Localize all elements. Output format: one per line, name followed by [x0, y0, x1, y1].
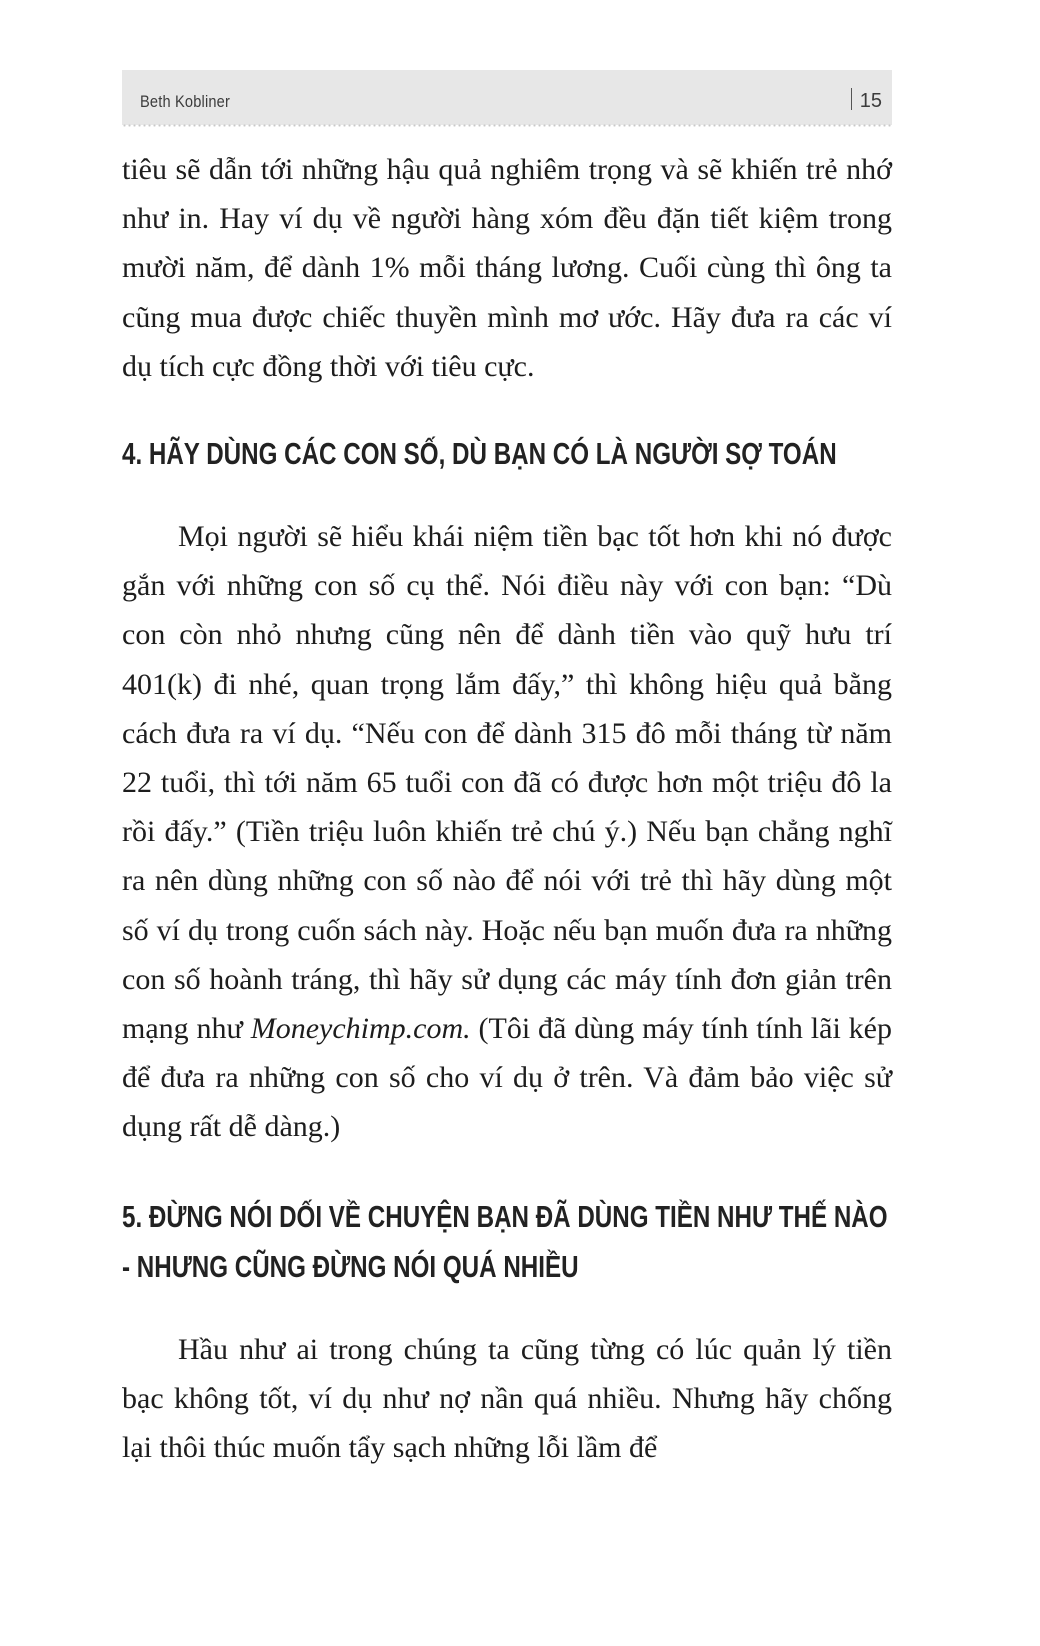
section-heading-5: 5. ĐỪNG NÓI DỐI VỀ CHUYỆN BẠN ĐÃ DÙNG TIỀN NHƯ THẾ NÀO - NHƯNG CŨNG ĐỪNG NÓI QUÁ NHIỀU: [122, 1198, 888, 1284]
header-author: Beth Kobliner: [140, 92, 231, 111]
paragraph-continued: tiêu sẽ dẫn tới những hậu quả nghiêm trọng và sẽ khiến trẻ nhớ như in. Hay ví dụ về người hàng xóm đều đặn tiết kiệm trong mười năm, để dành 1% mỗi tháng lương. Cuối cùng thì ông ta cũng mua được chiếc thuyền mình mơ ước. Hãy đưa ra các ví dụ tích cực đồng thời với tiêu cực.: [122, 153, 892, 383]
paragraph-numbers-text-1: Mọi người sẽ hiểu khái niệm tiền bạc tốt hơn khi nó được gắn với những con số cụ thể. Nói điều này với con bạn: “Dù con còn nhỏ nhưng cũng nên để dành tiền vào quỹ hưu trí 401(k) đi nhé, quan trọng lắm đấy,” thì không hiệu quả bằng cách đưa ra ví dụ. “Nếu con để dành 315 đô mỗi tháng từ năm 22 tuổi, thì tới năm 65 tuổi con đã có được hơn một triệu đô la rồi đấy.” (Tiền triệu luôn khiến trẻ chú ý.) Nếu bạn chẳng nghĩ ra nên dùng những con số nào để nói với trẻ thì hãy dùng một số ví dụ trong cuốn sách này. Hoặc nếu bạn muốn đưa ra những con số hoành tráng, thì hãy sử dụng các máy tính đơn giản trên mạng như: [122, 520, 892, 1046]
paragraph-numbers-text-2: (Tôi đã dùng máy tính tính lãi kép để đưa ra những con số cho ví dụ ở trên. Và đảm bảo việc sử dụng rất dễ dàng.): [122, 1012, 892, 1144]
paragraph-numbers: [122, 512, 892, 1152]
paragraph-honesty: Hầu như ai trong chúng ta cũng từng có lúc quản lý tiền bạc không tốt, ví dụ như nợ nần quá nhiều. Nhưng hãy chống lại thôi thúc muốn tẩy sạch những lỗi lầm để: [122, 1332, 892, 1465]
section-heading-4: 4. HÃY DÙNG CÁC CON SỐ, DÙ BẠN CÓ LÀ NGƯỜI SỢ TOÁN: [122, 436, 837, 472]
running-header: [122, 70, 892, 125]
page-number-value: 15: [859, 90, 882, 112]
page-body: [122, 145, 892, 1472]
website-reference: Moneychimp.com.: [250, 1012, 471, 1046]
page-number-divider: [851, 88, 852, 110]
page-number: [851, 88, 882, 113]
